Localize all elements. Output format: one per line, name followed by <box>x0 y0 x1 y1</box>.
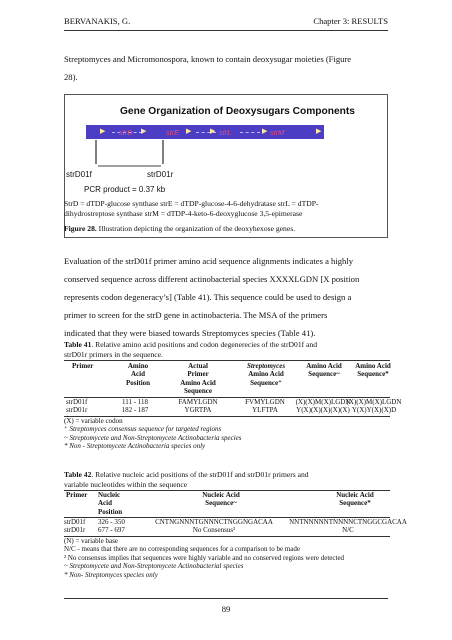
table-row <box>98 518 125 535</box>
table41-header-text: Primer <box>187 370 209 379</box>
gene-label-strd: strD <box>119 128 133 137</box>
paragraph-line-2: conserved sequence across different actinobacterial species XXXXLGDN [X position <box>64 274 360 284</box>
table-cell: strD01r <box>66 406 88 415</box>
table-row <box>66 398 87 415</box>
table41-caption-label: Table 41 <box>64 340 92 349</box>
gene-arrow-icon: ▶ <box>316 127 322 135</box>
table-note: * Non - Streptomycete Actinobacteria species only <box>64 442 206 451</box>
gene-label-stre: strE <box>166 128 180 137</box>
table-note: ~ Streptomycete and Non-Streptomycete Actinobacteria species <box>64 433 242 442</box>
table42-caption-text: . Relative nucleic acid positions of the strD01f and strD01r primers and <box>91 470 309 479</box>
figure-caption <box>64 224 388 234</box>
table41-header-position <box>116 362 160 387</box>
figure-caption-label: Figure 28. <box>64 224 97 233</box>
table-cell: Y(X)Y(X)(X)D <box>351 406 397 415</box>
table-cell: FAMYLGDN <box>178 398 218 406</box>
table41-caption-line-2: strD01r primers in the sequence. <box>64 350 163 359</box>
table42-caption-line-2: variable nucleotides within the sequence <box>64 480 188 489</box>
gene-arrow-icon: ▶ <box>100 127 106 135</box>
table41-header-text: Sequence <box>184 387 212 396</box>
table-cell: 326 - 350 <box>98 518 125 526</box>
table41-header-text: Position <box>125 378 151 387</box>
table-note: * Non- Streptomyces species only <box>64 570 158 579</box>
table42-header-primer <box>66 491 87 499</box>
table-row <box>282 518 414 535</box>
table-cell: 111 - 118 <box>121 398 149 406</box>
running-header-author: BERVANAKIS, G. <box>64 16 131 26</box>
figure-legend-line-2: dihydrostreptose synthase strM = dTDP-4-keto-6-deoxyglucose 3,5-epimerase <box>64 209 303 218</box>
running-header-chapter: Chapter 3: RESULTS <box>313 16 388 26</box>
table-row <box>346 398 402 415</box>
table41-header-streptomyces <box>236 362 296 387</box>
table42-header-text: Nucleic Acid <box>336 491 374 499</box>
table-cell: Y(X)(X)(X)(X)(X) <box>296 406 350 415</box>
table-row <box>234 398 296 415</box>
table41-header-actual <box>170 362 226 396</box>
table42-header-text: Acid <box>98 499 112 508</box>
figure-caption-text: Illustration depicting the organization of the deoxyhexose genes. <box>96 224 296 233</box>
paragraph-line-1: Evaluation of the strD01f primer amino acid sequence alignments indicates a highly <box>64 256 353 266</box>
primer-reverse-label: strD01r <box>147 170 174 179</box>
table41-header-text: Amino Acid <box>306 362 342 370</box>
intro-line-1: Streptomyces and Micromonospora, known to contain deoxysugar moieties (Figure <box>64 54 352 64</box>
table-note: ⁺ Streptomyces consensus sequence for targeted regions <box>64 425 222 434</box>
table-note: ~ Streptomycete and Non-Streptomycete Actinobacterial species <box>64 562 244 571</box>
table41-caption <box>64 340 390 350</box>
paragraph-line-3: represents codon degeneracy’s] (Table 41). This sequence could be used to design a <box>64 292 352 302</box>
table-cell: strD01f <box>66 398 88 406</box>
gene-label-strm: strM <box>270 128 285 137</box>
table41-caption-text: . Relative amino acid positions and codon degenerecies of the strD01f and <box>91 340 318 349</box>
table-cell: CNTNGNNNTGNNNCTNGGNGACAA <box>155 518 273 526</box>
table42-notes <box>64 537 390 579</box>
primer-forward-label: strD01f <box>66 170 92 179</box>
paragraph-line-4: primer to screen for the strD gene in actinobacteria. The MSA of the primers <box>64 310 328 320</box>
table41-header-text: Sequence~ <box>308 370 340 379</box>
table-row <box>64 518 85 535</box>
table-note: ² No consensus implies that sequences were highly variable and no conserved regions were detected <box>64 553 345 562</box>
gene-segment-line <box>240 132 260 133</box>
paragraph-line-5: indicated that they were biased towards Streptomyces species (Table 41). <box>64 328 316 338</box>
table-note: (N) = variable base <box>64 537 118 545</box>
table41-header-nonstrep <box>348 362 398 379</box>
table41-header-text: Amino Acid <box>355 362 391 370</box>
table41-header-text: Amino Acid <box>248 370 284 379</box>
table-cell: YGRTPA <box>184 406 212 415</box>
table41-header-text: Primer <box>72 362 94 370</box>
table41-header-text: Acid <box>131 370 145 379</box>
table41-header-text: Streptomyces <box>246 362 286 370</box>
table-cell: (X)(X)M(X)LGDN <box>346 398 402 406</box>
table-note: N/C - means that there are no corresponding sequences for a comparison to be made <box>64 545 300 554</box>
figure-title: Gene Organization of Deoxysugars Components <box>120 106 355 117</box>
table41-notes <box>64 417 390 451</box>
table42-caption-label: Table 42 <box>64 470 92 479</box>
table-row <box>144 518 284 535</box>
gene-arrow-icon: ▶ <box>210 127 216 135</box>
page-number: 89 <box>221 604 231 614</box>
table42-caption <box>64 470 390 480</box>
table42-header-text: Sequence* <box>339 499 371 508</box>
pcr-product-label: PCR product = 0.37 kb <box>84 185 166 194</box>
table41-top-rule <box>64 360 390 361</box>
table-cell: FVMYLGDN <box>245 398 285 406</box>
table41-header-text: Actual <box>188 362 208 370</box>
gene-arrow-icon: ▶ <box>141 127 147 135</box>
table-cell: NNTNNNNNTNNNNCTNGGCGACAA <box>289 518 407 526</box>
table42-header-position <box>98 491 122 516</box>
intro-line-2: 28). <box>64 72 78 82</box>
table41-header-consensus <box>298 362 350 379</box>
table42-header-text: Sequence~ <box>205 499 237 508</box>
header-rule <box>64 30 388 31</box>
table-cell: YLFTPA <box>252 406 278 415</box>
figure-legend-line-1: StrD = dTDP-glucose synthase strE = dTDP-glucose-4-6-dehydratase strL = dTDP- <box>64 199 319 208</box>
table41-header-text: Amino Acid <box>180 378 216 387</box>
table42-header-nonstrep <box>310 491 400 508</box>
table-cell: No Consensus² <box>192 526 236 535</box>
table41-header-text: Sequence⁺ <box>250 378 282 387</box>
table41-header-text: Sequence* <box>357 370 389 379</box>
table42-header-text: Nucleic Acid <box>202 491 240 499</box>
table41-header-primer <box>72 362 93 370</box>
table41-header-text: Amino <box>127 362 149 370</box>
table-cell: strD01f <box>64 518 86 526</box>
table-row <box>168 398 228 415</box>
gene-arrow-icon: ▶ <box>262 127 268 135</box>
table-cell: strD01r <box>64 526 86 535</box>
table-cell: N/C <box>342 526 354 535</box>
table42-header-text: Nucleic <box>98 491 121 499</box>
table-cell: (X)(X)M(X)LGDN <box>295 398 351 406</box>
table-cell: 677 - 697 <box>98 526 125 535</box>
table42-header-text: Primer <box>66 491 88 499</box>
table-cell: 182 - 187 <box>121 406 149 415</box>
gene-label-strl: strL <box>219 128 232 137</box>
table42-header-consensus <box>176 491 266 508</box>
table42-header-text: Position <box>98 507 123 516</box>
footer-rule <box>64 598 388 599</box>
table-row <box>108 398 162 415</box>
gene-arrow-icon: ▶ <box>186 127 192 135</box>
table-note: (X) = variable codon <box>64 417 123 425</box>
